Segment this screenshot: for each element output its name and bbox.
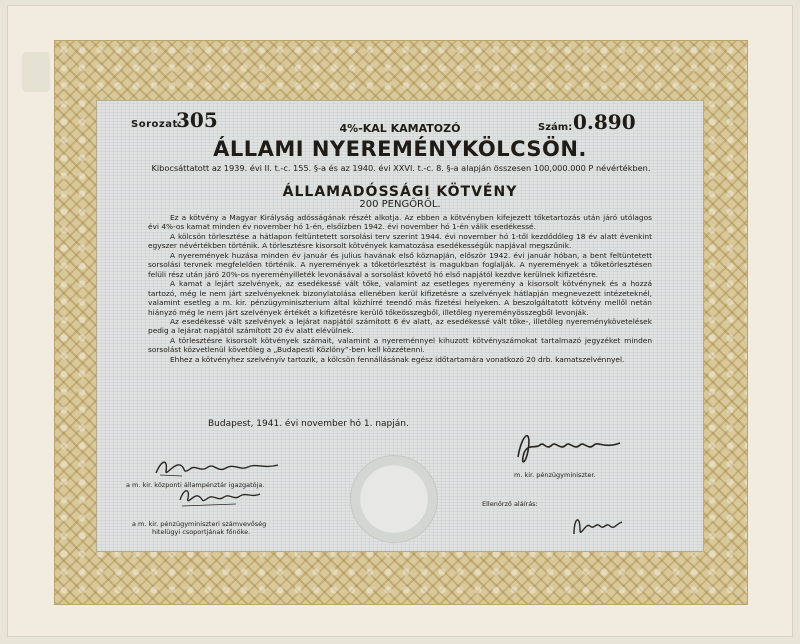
bond-number: 0.890 — [573, 110, 636, 134]
accounting-head-title-line2: hitelügyi csoportjának főnöke. — [152, 528, 251, 536]
terms-paragraph: A kamat a lejárt szelvények, az esedékessé vált tőke, valamint az esetleges nyeremény a kisorsolt kötvénynek és a hozzá tartozó, még le nem járt szelvényeknek bizonylatolása ellenében kerül kifizetésre a szelvények hátlapján megnevezett intézeteknél, valamint esetleg a m. kir. pénzügyminiszterium által közhírré teendő más fizetési helyeken. A beszolgáltatott kötvény mellől netán hiányzó még le nem járt szelvények értékét a kifizetésre kerülő tőkeösszegből, illetőleg nyereményösszegből levonják. — [148, 279, 652, 317]
terms-paragraph: Az esedékessé vált szelvények a lejárat napjától számított 6 év alatt, az esedékessé vált tőke-, illetőleg nyereménykövetelések pedig a lejárat napjától számított 20 év alatt elévülnek. — [148, 316, 652, 336]
interest-rate-line: 4%-KAL KAMATOZÓ — [339, 122, 461, 135]
terms-paragraph: A nyeremények huzása minden év január és julius havának első köznapján, először 1942. évi január hóban, a bent feltüntetett sorsolási tervnek megfelelően történik. A nyeremények a tőketörlesztést is magukban foglalják. A nyeremények a tőketörlesztésen felüli rész után járó 20%-os nyereményilleték levonásával a sorsolást követő hó első napjától kezdve kerülnek kifizetésre. — [148, 250, 652, 279]
control-signature-icon — [568, 508, 628, 542]
paper-stain — [22, 52, 50, 92]
accounting-head-signature-icon — [176, 484, 264, 510]
control-signature-label: Ellenőrző aláírás: — [482, 500, 538, 508]
terms-paragraph: A törlesztésre kisorsolt kötvények számait, valamint a nyereménnyel kihuzott kötvényszámokat tartalmazó jegyzéket minden sorsolást közvetlenül követőleg a „Budapesti Közlöny”-ben kell közzétenni. — [148, 335, 652, 355]
document-title: ÁLLAMI NYEREMÉNYKÖLCSÖN. — [213, 137, 587, 161]
denomination: 200 PENGŐRŐL. — [359, 199, 441, 210]
terms-paragraph: A kölcsön törlesztése a hátlapon feltüntetett sorsolási terv szerint 1944. évi november hó 1-től kezdődőleg 18 év alatt évenkint egyszer névértékben történik. A törlesztésre kisorsolt kötvények kamatozása esedékességük napjával megszűnik. — [148, 231, 652, 251]
treasury-director-title: a m. kir. központi állampénztár igazgatója. — [126, 481, 265, 489]
document-subtitle: ÁLLAMADÓSSÁGI KÖTVÉNY — [282, 184, 518, 200]
bond-terms — [148, 213, 652, 364]
authorization-text: Kibocsáttatott az 1939. évi II. t.-c. 155. §-a és az 1940. évi XXVI. t.-c. 8. §-a alapján összesen 100,000.000 P névértékben. — [151, 163, 651, 173]
bond-number-label: Szám: — [538, 122, 573, 133]
accounting-head-title-line1: a m. kir. pénzügyminiszteri számvevőség — [132, 520, 267, 528]
finance-minister-signature-icon — [512, 423, 624, 471]
serial-number: 305 — [176, 108, 218, 132]
finance-minister-title: m. kir. pénzügyminiszter. — [514, 471, 596, 479]
serial-label: Sorozat: — [131, 119, 183, 130]
treasury-director-signature-icon — [152, 455, 282, 481]
issue-date: Budapest, 1941. évi november hó 1. napján. — [208, 419, 409, 429]
terms-paragraph: Ehhez a kötvényhez szelvényív tartozik, a kölcsön fennállásának egész időtartamára vonatkozó 20 drb. kamatszelvénnyel. — [170, 354, 625, 364]
terms-paragraph: Ez a kötvény a Magyar Királyság adósságának részét alkotja. Az ebben a kötvényben kifejezett tőketartozás után járó utólagos évi 4%-os kamat minden év november hó 1-én, elsőízben 1942. évi november hó 1-én válik esedékessé. — [148, 213, 652, 232]
watermark-seal-icon — [350, 455, 438, 543]
